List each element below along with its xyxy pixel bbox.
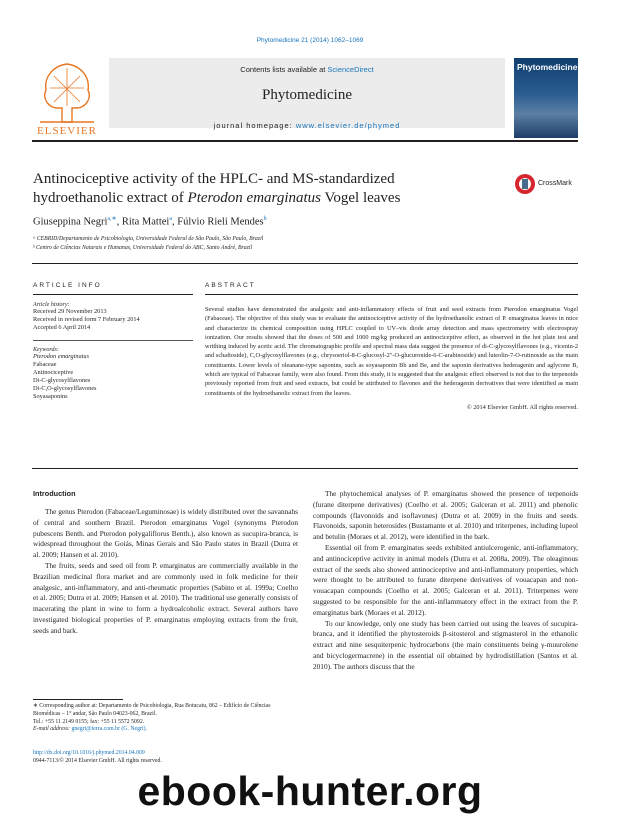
body-paragraph: The fruits, seeds and seed oil from P. emarginatus are commercially available in the Brazilian medicinal flora market and are commonly used in folk medicine for their analgesic, anti-inflammatory, and anti-rheumatic properties (Sabino et al. 1999a; Coelho et al. 2005; Dutra et al. 2009; Hansen et al. 2010). The traditional use generally consists of macerating the plant in wine to form a hydroalcoholic extract. Several authors have investigated biological properties of P. emarginatus employing extracts from the fruit, seeds and bark. — [33, 560, 298, 635]
abstract-heading: ABSTRACT — [205, 282, 256, 289]
keyword-item: Soyasaponins — [33, 392, 68, 400]
article-info — [33, 282, 193, 401]
info-divider — [33, 294, 193, 295]
watermark: ebook-hunter.org — [137, 768, 483, 814]
abstract — [205, 282, 578, 411]
section-heading-introduction: Introduction — [33, 489, 76, 498]
title-rule — [32, 263, 578, 264]
journal-reference[interactable]: Phytomedicine 21 (2014) 1062–1069 — [256, 37, 364, 44]
accepted-date: Accepted 6 April 2014 — [33, 324, 91, 331]
abstract-copyright: © 2014 Elsevier GmbH. All rights reserved. — [466, 403, 578, 411]
crossmark-icon — [514, 173, 536, 195]
author-name[interactable]: Giuseppina Negri — [33, 216, 108, 228]
elsevier-logo — [32, 58, 102, 138]
article-title — [33, 170, 503, 208]
keyword-item: Di-C,O-glycosylflavones — [33, 384, 97, 392]
doi-link[interactable]: http://dx.doi.org/10.1016/j.phymed.2014.04.009 — [33, 750, 145, 756]
keyword-item: Di-C-glycosylflavones — [33, 376, 91, 384]
keyword-item: Pterodon emarginatus — [33, 352, 90, 360]
footnote-email: E-mail address: gnegri@terra.com.br (G. Negri). — [33, 726, 147, 733]
doi-block — [33, 749, 162, 765]
body-paragraph: To our knowledge, only one study has been carried out using the leaves of sucupira-branca, and it identified the phytosteroids β-sitosterol and stigmasterol in the ethanolic extract and nine sesquiterpenic hydrocarbons (the main constituents being γ-muurolene and bicyclogermacrene) in the essential oil obtained by hydrodistillation (Santos et al. 2010). The authors discuss that the — [313, 618, 578, 671]
contents-prefix: Contents lists available at — [240, 65, 328, 74]
homepage-prefix: journal homepage: — [213, 121, 296, 130]
corresponding-author-footnote — [33, 703, 298, 734]
body-paragraph: Essential oil from P. emarginatus seeds exhibited antiulcerogenic, anti-inflammatory, and antinociceptive activity in animal models (Dutra et al. 2008a, 2009). The oleaginous extract of the seeds also showed antinociceptive and anti-inflammatory properties, which were thought to be attributed to furane diterpene derivatives of vouacapan and non-vouacapan compounds (Coelho et al. 2005; Galceran et al. 2011). Triterpenes were suggested to be responsible for the anti-inflammatory effect in the extract from the P. emarginatus bark (Moraes et al. 2012). — [313, 542, 578, 617]
sciencedirect-link[interactable]: ScienceDirect — [327, 65, 374, 74]
revised-date: Received in revised form 7 February 2014 — [33, 316, 140, 323]
author-list: Giuseppina Negri$^{a,∗}$, Rita Mattei$^a$, Fúlvio Rieli Mendes$^b$ — [33, 216, 267, 228]
homepage-link[interactable]: www.elsevier.de/phymed — [295, 121, 401, 130]
body-paragraph: The phytochemical analyses of P. emarginatus showed the presence of terpenoids (furane diterpene derivatives) (Coelho et al. 2005; Galceran et al. 2011) and phenolic compounds (flavonoids and isoflavones) (Dutra et al. 2009) in the fruits and seeds. Flavonoids, saponin heterosides (Bustamante et al. 2010) and triterpenes, including lupeol and betulin (Moraes et al. 2012), were identified in the bark. — [313, 489, 578, 542]
affiliation-a: ᵃ CEBRID/Departamento de Psicobiologia, Universidade Federal de São Paulo, São Paulo, Brazil — [33, 236, 264, 242]
body-left-column — [33, 507, 298, 637]
crossmark-badge[interactable] — [514, 173, 584, 195]
footnote-address: ∗ Corresponding author at: Departamento de Psicobiologia, Rua Botucatu, 862 – Edifício de Ciências Biomédicas – 1° andar, São Paulo 04023-062, Brazil. — [33, 703, 271, 717]
article-info-heading: ARTICLE INFO — [33, 282, 102, 289]
author-name[interactable]: Rita Mattei — [121, 216, 170, 228]
abstract-rule — [32, 468, 578, 469]
keywords-label: Keywords: — [33, 346, 59, 353]
affiliation-b: ᵇ Centro de Ciências Naturais e Humanas, Universidade Federal do ABC, Santo André, Brazil — [33, 245, 253, 251]
journal-title: Phytomedicine — [262, 87, 352, 103]
footnote-rule — [33, 699, 123, 700]
received-date: Received 29 November 2013 — [33, 308, 107, 315]
keywords-divider — [33, 340, 193, 341]
abstract-text: Several studies have demonstrated the analgesic and anti-inflammatory effects of fruit and seed extracts from Pterodon emarginatus Vogel (Fabaceae). The objective of this study was to evaluate the antinociceptive activity of the hydroethanolic extract of P. emarginatus leaves in mice and characterize its chemical composition using HPLC coupled to UV–vis diode array detection and mass spectrometry with electrospray ionization. Our results showed that the doses of 500 and 1000 mg/kg produced an antinociceptive effect, as observed in the hot plate test and writhing induced by acetic acid. The chromatographic profile and spectral mass data suggest the presence of di-C-glycosylflavones (e.g., vicenin-2 and schaftoside), C,O-glycosylflavones (e.g., chrysoeriol-8-C-glucosyl-2″-O-glucuronide-6-C-arabinoside) and luteolin-7-O-rutinoside as the main constituents. Lower levels of oleanane-type saponins, such as soyasaponin Bb and Be, and the saponin derivatives hederagenin and aglycone B, which are typical of Fabaceae family, were also found. From this study, it is suggested that the analgesic effect observed is not due to the terpenoids previously reported from fruit and seed extracts, but could be attributed to flavones and the hederagenin derivatives that were identified as main constituents of the hydroethanolic extract from the leaves. — [205, 306, 578, 397]
footnote-phone: Tel.: +55 11 2149 0155; fax: +55 11 5572 5092. — [33, 718, 145, 725]
keyword-item: Fabaceae — [33, 360, 57, 368]
body-paragraph: The genus Pterodon (Fabaceae/Leguminosae) is widely distributed over the savannahs of central and southern Brazil. Pterodon emarginatus Vogel (synonyms Pterodon pubescens Benth. and Pterodon polygaliflorus Benth.), also known as sucupira-branca, is widespread throughout the Goiás, Minas Gerais and São Paulo states in Brazil (Dutra et al. 2009; Hansen et al. 2010). — [33, 507, 298, 560]
keyword-item: Antinociceptive — [33, 368, 74, 376]
title-line-2: hydroethanolic extract of Pterodon emarginatus Vogel leaves — [33, 190, 401, 206]
email-link[interactable]: gnegri@terra.com.br (G. Negri). — [71, 726, 147, 733]
body-right-column — [313, 489, 578, 673]
publisher-name: ELSEVIER — [37, 125, 97, 137]
header-rule — [32, 140, 578, 142]
author-name[interactable]: Fúlvio Rieli Mendes — [177, 216, 264, 228]
title-line-1: Antinociceptive activity of the HPLC- and MS-standardized — [33, 171, 395, 187]
contents-line — [109, 65, 505, 74]
history-label: Article history: — [33, 302, 70, 308]
journal-homepage — [109, 121, 505, 130]
crossmark-label: CrossMark — [538, 180, 572, 187]
issn-line: 0944-7113/© 2014 Elsevier GmbH. All rights reserved. — [33, 758, 162, 764]
elsevier-tree-icon — [32, 58, 102, 126]
abstract-divider — [205, 294, 578, 295]
cover-title: Phytomedicine — [517, 62, 578, 72]
journal-cover — [514, 58, 578, 138]
